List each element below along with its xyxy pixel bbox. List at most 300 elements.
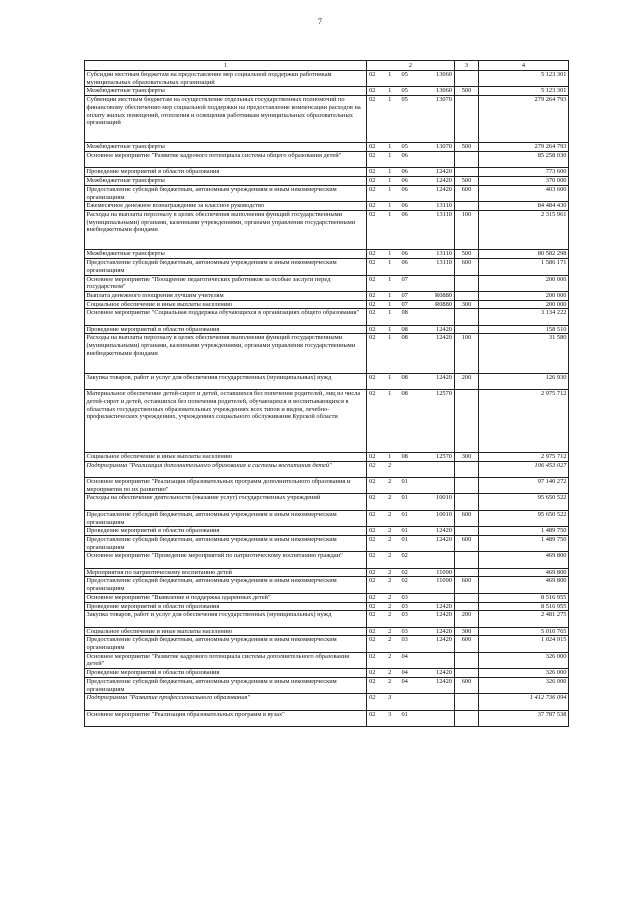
code-program: 02 xyxy=(369,694,376,702)
code-measure: 08 xyxy=(401,334,408,342)
table-row xyxy=(85,168,569,177)
table-row xyxy=(85,250,569,259)
code-direction: 12420 xyxy=(436,535,452,543)
code-direction: 12420 xyxy=(436,611,452,619)
code-measure: 05 xyxy=(401,87,408,95)
table-row xyxy=(85,452,569,461)
table-row xyxy=(85,694,569,710)
code-subprogram: 1 xyxy=(388,275,392,283)
row-expense-type xyxy=(455,669,479,678)
row-code xyxy=(367,210,455,250)
code-direction xyxy=(415,478,452,486)
row-name: Основное мероприятие "Поощрение педагогических работников за особые заслуги перед государством" xyxy=(85,275,367,291)
code-measure: 03 xyxy=(401,611,408,619)
code-direction: 11090 xyxy=(436,577,452,585)
row-expense-type xyxy=(455,494,479,510)
code-subprogram: 2 xyxy=(388,461,392,469)
row-code xyxy=(367,710,455,726)
row-name: Предоставление субсидий бюджетным, автономным учреждениям и иным некоммерческим организациям xyxy=(85,577,367,593)
code-measure: 07 xyxy=(401,275,408,283)
row-name: Основное мероприятие "Проведение мероприятий по патриотическому воспитанию граждан" xyxy=(85,552,367,568)
row-name: Расходы на выплаты персоналу в целях обеспечения выполнения функций государственными (муниципальными) органами, казенными учреждениями, органами управления государственными внебюджетными фондами xyxy=(85,334,367,374)
row-expense-type xyxy=(455,168,479,177)
row-expense-type xyxy=(455,71,479,87)
table-body xyxy=(85,71,569,727)
row-code xyxy=(367,494,455,510)
row-sum: 126 930 xyxy=(479,373,569,389)
code-direction xyxy=(415,309,452,317)
code-program: 02 xyxy=(369,677,376,685)
page-number: 7 xyxy=(318,17,322,26)
row-sum: 2 975 712 xyxy=(479,452,569,461)
code-measure: 08 xyxy=(401,390,408,398)
row-expense-type xyxy=(455,652,479,668)
code-measure: 04 xyxy=(401,652,408,660)
row-expense-type: 300 xyxy=(455,300,479,309)
row-name: Основное мероприятие "Реализация образовательных программ в вузах" xyxy=(85,710,367,726)
row-code xyxy=(367,593,455,602)
code-program: 02 xyxy=(369,611,376,619)
code-direction: 13060 xyxy=(436,71,452,78)
code-direction: 13110 xyxy=(436,259,452,267)
code-subprogram: 1 xyxy=(388,210,392,218)
row-expense-type: 600 xyxy=(455,510,479,526)
row-expense-type xyxy=(455,96,479,143)
code-subprogram: 1 xyxy=(388,300,392,308)
table-row xyxy=(85,202,569,211)
row-expense-type: 600 xyxy=(455,636,479,652)
table-row xyxy=(85,611,569,627)
row-name: Проведение мероприятий в области образования xyxy=(85,602,367,611)
table-row xyxy=(85,291,569,300)
code-direction: 12570 xyxy=(436,390,452,398)
row-name: Межбюджетные трансферты xyxy=(85,177,367,186)
row-sum: 1 586 171 xyxy=(479,259,569,275)
row-code xyxy=(367,669,455,678)
row-code xyxy=(367,677,455,693)
row-sum: 1 489 750 xyxy=(479,535,569,551)
code-program: 02 xyxy=(369,636,376,644)
row-expense-type: 300 xyxy=(455,627,479,636)
code-subprogram: 1 xyxy=(388,390,392,398)
table-row xyxy=(85,669,569,678)
row-sum: 469 800 xyxy=(479,577,569,593)
table-row xyxy=(85,152,569,168)
row-sum: 84 484 430 xyxy=(479,202,569,211)
code-subprogram: 2 xyxy=(388,510,392,518)
code-program: 02 xyxy=(369,334,376,342)
header-col-3: 3 xyxy=(455,61,479,71)
row-code xyxy=(367,168,455,177)
code-subprogram: 1 xyxy=(388,71,392,78)
code-program: 02 xyxy=(369,535,376,543)
code-subprogram: 1 xyxy=(388,334,392,342)
code-program: 02 xyxy=(369,494,376,502)
row-code xyxy=(367,636,455,652)
row-name: Социальное обеспечение и иные выплаты населению xyxy=(85,452,367,461)
code-program: 02 xyxy=(369,478,376,485)
row-code xyxy=(367,259,455,275)
code-direction xyxy=(415,694,452,702)
code-subprogram: 1 xyxy=(388,373,392,381)
row-sum: 85 258 030 xyxy=(479,152,569,168)
row-name: Субвенции местным бюджетам на осуществление отдельных государственных полномочий по финансовому обеспечению мер социальной поддержки на предоставление компенсации расходов на оплату жилых помещений, отопления и освещения работникам муниципальных образовательных организаций xyxy=(85,96,367,143)
code-subprogram: 2 xyxy=(388,478,392,485)
code-subprogram: 1 xyxy=(388,177,392,185)
row-name: Основное мероприятие "Развитие кадрового потенциала системы общего образования детей" xyxy=(85,152,367,168)
table-row xyxy=(85,652,569,668)
code-program: 02 xyxy=(369,593,376,601)
row-name: Предоставление субсидий бюджетным, автономным учреждениям и иным некоммерческим организациям xyxy=(85,259,367,275)
code-measure: 06 xyxy=(401,152,408,159)
code-direction xyxy=(415,594,452,602)
row-code xyxy=(367,71,455,87)
row-sum: 5 123 301 xyxy=(479,87,569,96)
code-direction: 12420 xyxy=(436,177,452,185)
code-measure: 01 xyxy=(401,535,408,543)
code-subprogram: 2 xyxy=(388,677,392,685)
code-direction: 13110 xyxy=(436,210,452,218)
row-sum: 2 481 275 xyxy=(479,611,569,627)
code-subprogram: 2 xyxy=(388,652,392,660)
code-subprogram: 1 xyxy=(388,452,392,460)
row-sum: 8 516 955 xyxy=(479,593,569,602)
row-name: Межбюджетные трансферты xyxy=(85,143,367,152)
row-expense-type xyxy=(455,309,479,325)
header-col-1: 1 xyxy=(85,61,367,71)
row-code xyxy=(367,373,455,389)
row-sum: 3 134 222 xyxy=(479,309,569,325)
row-code xyxy=(367,461,455,477)
code-direction: 12420 xyxy=(436,602,452,610)
code-subprogram: 2 xyxy=(388,527,392,535)
table-row xyxy=(85,627,569,636)
row-expense-type: 100 xyxy=(455,334,479,374)
code-measure: 03 xyxy=(401,593,408,601)
row-name: Подпрограмма "Реализация дополнительного образования и системы воспитания детей" xyxy=(85,461,367,477)
code-program: 02 xyxy=(369,373,376,381)
row-code xyxy=(367,627,455,636)
row-code xyxy=(367,185,455,201)
code-program: 02 xyxy=(369,669,376,677)
code-direction: 10010 xyxy=(436,494,452,502)
row-name: Подпрограмма "Развитие профессионального образования" xyxy=(85,694,367,710)
code-measure: 02 xyxy=(401,577,408,585)
row-name: Проведение мероприятий в области образования xyxy=(85,669,367,678)
row-sum: 403 600 xyxy=(479,185,569,201)
row-expense-type: 500 xyxy=(455,143,479,152)
code-program: 02 xyxy=(369,177,376,185)
row-sum: 326 000 xyxy=(479,677,569,693)
code-direction xyxy=(415,711,452,719)
row-name: Проведение мероприятий в области образования xyxy=(85,527,367,536)
code-direction: 12420 xyxy=(436,627,452,635)
code-direction: 12420 xyxy=(436,325,452,333)
code-subprogram: 2 xyxy=(388,669,392,677)
code-direction: 12420 xyxy=(436,185,452,193)
row-expense-type: 500 xyxy=(455,250,479,259)
row-code xyxy=(367,275,455,291)
row-code xyxy=(367,452,455,461)
table-row xyxy=(85,300,569,309)
code-direction: 10010 xyxy=(436,510,452,518)
code-program: 02 xyxy=(369,710,376,718)
row-expense-type: 500 xyxy=(455,87,479,96)
row-sum: 5 010 765 xyxy=(479,627,569,636)
code-direction: 13110 xyxy=(436,202,452,210)
row-sum: 279 264 793 xyxy=(479,143,569,152)
row-name: Расходы на обеспечение деятельности (оказание услуг) государственных учреждений xyxy=(85,494,367,510)
row-sum: 37 787 538 xyxy=(479,710,569,726)
row-code xyxy=(367,152,455,168)
code-measure: 04 xyxy=(401,677,408,685)
code-program: 02 xyxy=(369,552,376,560)
code-program: 02 xyxy=(369,627,376,635)
code-subprogram: 1 xyxy=(388,250,392,258)
code-measure: 06 xyxy=(401,259,408,267)
row-name: Предоставление субсидий бюджетным, автономным учреждениям и иным некоммерческим организациям xyxy=(85,510,367,526)
code-measure: 05 xyxy=(401,96,408,104)
row-sum: 8 516 955 xyxy=(479,602,569,611)
row-code xyxy=(367,568,455,577)
code-program: 02 xyxy=(369,71,376,78)
row-sum: 1 412 736 094 xyxy=(479,694,569,710)
row-code xyxy=(367,602,455,611)
row-expense-type: 100 xyxy=(455,210,479,250)
row-code xyxy=(367,694,455,710)
row-sum: 95 650 522 xyxy=(479,510,569,526)
row-sum: 370 000 xyxy=(479,177,569,186)
code-subprogram: 3 xyxy=(388,694,392,702)
row-expense-type xyxy=(455,593,479,602)
code-direction: R0880 xyxy=(434,291,452,299)
table-row xyxy=(85,577,569,593)
row-expense-type xyxy=(455,478,479,494)
table-row xyxy=(85,552,569,568)
code-program: 02 xyxy=(369,510,376,518)
table-row xyxy=(85,535,569,551)
code-direction xyxy=(415,653,452,661)
row-name: Социальное обеспечение и иные выплаты населению xyxy=(85,627,367,636)
code-subprogram: 2 xyxy=(388,552,392,560)
row-sum: 773 600 xyxy=(479,168,569,177)
row-sum: 97 140 272 xyxy=(479,478,569,494)
row-expense-type xyxy=(455,325,479,334)
table-row xyxy=(85,143,569,152)
row-expense-type xyxy=(455,710,479,726)
table-row xyxy=(85,494,569,510)
code-direction: 12420 xyxy=(436,527,452,535)
table-row xyxy=(85,177,569,186)
code-measure: 01 xyxy=(401,710,408,718)
code-program: 02 xyxy=(369,577,376,585)
row-name: Проведение мероприятий в области образования xyxy=(85,325,367,334)
code-subprogram: 1 xyxy=(388,325,392,333)
code-program: 02 xyxy=(369,250,376,258)
code-measure: 08 xyxy=(401,325,408,333)
code-direction: 11090 xyxy=(436,568,452,576)
code-direction: 12420 xyxy=(436,334,452,342)
code-measure xyxy=(397,694,412,702)
code-program: 02 xyxy=(369,527,376,535)
code-measure: 06 xyxy=(401,210,408,218)
code-measure: 06 xyxy=(401,250,408,258)
code-subprogram: 3 xyxy=(388,710,392,718)
table-row xyxy=(85,568,569,577)
row-sum: 31 580 xyxy=(479,334,569,374)
row-expense-type xyxy=(455,694,479,710)
row-expense-type: 600 xyxy=(455,577,479,593)
row-expense-type: 600 xyxy=(455,185,479,201)
row-name: Проведение мероприятий в области образования xyxy=(85,168,367,177)
row-expense-type xyxy=(455,527,479,536)
row-name: Закупка товаров, работ и услуг для обеспечения государственных (муниципальных) нужд xyxy=(85,611,367,627)
code-measure: 06 xyxy=(401,177,408,185)
row-sum: 469 800 xyxy=(479,568,569,577)
code-measure: 07 xyxy=(401,291,408,299)
row-code xyxy=(367,535,455,551)
budget-table xyxy=(84,60,569,727)
code-direction xyxy=(415,152,452,160)
row-expense-type: 600 xyxy=(455,259,479,275)
table-row xyxy=(85,87,569,96)
table-row xyxy=(85,71,569,87)
row-name: Социальное обеспечение и иные выплаты населению xyxy=(85,300,367,309)
row-code xyxy=(367,96,455,143)
code-subprogram: 1 xyxy=(388,87,392,95)
code-measure xyxy=(397,462,412,470)
code-program: 02 xyxy=(369,259,376,267)
table-row xyxy=(85,325,569,334)
row-expense-type: 200 xyxy=(455,373,479,389)
code-direction: 13110 xyxy=(436,250,452,258)
code-subprogram: 2 xyxy=(388,602,392,610)
row-expense-type xyxy=(455,552,479,568)
row-code xyxy=(367,390,455,453)
header-col-4: 4 xyxy=(479,61,569,71)
table-row xyxy=(85,210,569,250)
row-expense-type: 500 xyxy=(455,177,479,186)
table-row xyxy=(85,185,569,201)
code-measure: 03 xyxy=(401,627,408,635)
code-direction: 12420 xyxy=(436,677,452,685)
table-header-row xyxy=(85,61,569,71)
row-name: Расходы на выплаты персоналу в целях обеспечения выполнения функций государственными (муниципальными) органами, казенными учреждениями, органами управления государственными внебюджетными фондами xyxy=(85,210,367,250)
header-col-2: 2 xyxy=(367,61,455,71)
code-subprogram: 1 xyxy=(388,168,392,176)
row-code xyxy=(367,325,455,334)
row-code xyxy=(367,202,455,211)
code-direction: 12420 xyxy=(436,168,452,176)
row-expense-type: 600 xyxy=(455,677,479,693)
table-row xyxy=(85,527,569,536)
row-name: Межбюджетные трансферты xyxy=(85,250,367,259)
row-name: Мероприятия по патриотическому воспитанию детей xyxy=(85,568,367,577)
row-name: Выплата денежного поощрения лучшим учителям xyxy=(85,291,367,300)
code-measure: 06 xyxy=(401,202,408,210)
row-sum: 200 000 xyxy=(479,275,569,291)
row-expense-type: 200 xyxy=(455,611,479,627)
table-row xyxy=(85,259,569,275)
row-name: Материальное обеспечение детей-сирот и детей, оставшихся без попечения родителей, лиц из числа детей-сирот и детей, оставшихся без попечения родителей, обучающихся и воспитывающихся в областных государственных образовательных учреждениях всех типов и видов, лечебно-профилактических учреждениях, учреждениях социального обслуживания Курской области xyxy=(85,390,367,453)
row-sum: 279 264 793 xyxy=(479,96,569,143)
code-program: 02 xyxy=(369,452,376,460)
code-program: 02 xyxy=(369,143,376,151)
row-sum: 469 800 xyxy=(479,552,569,568)
code-measure: 06 xyxy=(401,168,408,176)
row-name: Основное мероприятие "Социальная поддержка обучающихся в организациях общего образования" xyxy=(85,309,367,325)
code-program: 02 xyxy=(369,291,376,299)
code-subprogram: 1 xyxy=(388,291,392,299)
code-subprogram: 1 xyxy=(388,309,392,317)
row-expense-type: 600 xyxy=(455,535,479,551)
row-sum: 2 315 961 xyxy=(479,210,569,250)
code-direction: 13070 xyxy=(436,96,452,104)
row-name: Предоставление субсидий бюджетным, автономным учреждениям и иным некоммерческим организациям xyxy=(85,677,367,693)
code-measure: 01 xyxy=(401,494,408,502)
code-program: 02 xyxy=(369,461,376,469)
row-code xyxy=(367,611,455,627)
row-code xyxy=(367,309,455,325)
table-row xyxy=(85,602,569,611)
code-program: 02 xyxy=(369,568,376,576)
code-program: 02 xyxy=(369,152,376,159)
code-direction xyxy=(415,276,452,284)
code-measure: 05 xyxy=(401,71,408,78)
row-code xyxy=(367,478,455,494)
table-row xyxy=(85,461,569,477)
code-direction: 12420 xyxy=(436,636,452,644)
table-row xyxy=(85,275,569,291)
code-subprogram: 1 xyxy=(388,96,392,104)
table-row xyxy=(85,710,569,726)
code-measure: 06 xyxy=(401,185,408,193)
code-direction: 12420 xyxy=(436,669,452,677)
row-code xyxy=(367,291,455,300)
row-sum: 95 650 522 xyxy=(479,494,569,510)
code-subprogram: 2 xyxy=(388,593,392,601)
row-code xyxy=(367,577,455,593)
table-row xyxy=(85,373,569,389)
code-measure: 01 xyxy=(401,527,408,535)
code-subprogram: 2 xyxy=(388,568,392,576)
code-measure: 05 xyxy=(401,143,408,151)
code-measure: 08 xyxy=(401,452,408,460)
row-sum: 326 000 xyxy=(479,652,569,668)
code-direction: 12420 xyxy=(436,373,452,381)
row-sum: 158 510 xyxy=(479,325,569,334)
code-subprogram: 1 xyxy=(388,259,392,267)
code-program: 02 xyxy=(369,202,376,210)
code-measure: 08 xyxy=(401,373,408,381)
row-name: Предоставление субсидий бюджетным, автономным учреждениям и иным некоммерческим организациям xyxy=(85,185,367,201)
row-code xyxy=(367,250,455,259)
row-sum: 2 975 712 xyxy=(479,390,569,453)
table-row xyxy=(85,96,569,143)
row-code xyxy=(367,527,455,536)
code-program: 02 xyxy=(369,96,376,104)
code-program: 02 xyxy=(369,652,376,660)
code-direction: 13060 xyxy=(436,87,452,95)
code-direction: R0880 xyxy=(434,300,452,308)
table-row xyxy=(85,334,569,374)
row-code xyxy=(367,87,455,96)
code-program: 02 xyxy=(369,300,376,308)
row-sum: 200 000 xyxy=(479,291,569,300)
row-name: Межбюджетные трансферты xyxy=(85,87,367,96)
row-name: Предоставление субсидий бюджетным, автономным учреждениям и иным некоммерческим организациям xyxy=(85,535,367,551)
table-row xyxy=(85,677,569,693)
